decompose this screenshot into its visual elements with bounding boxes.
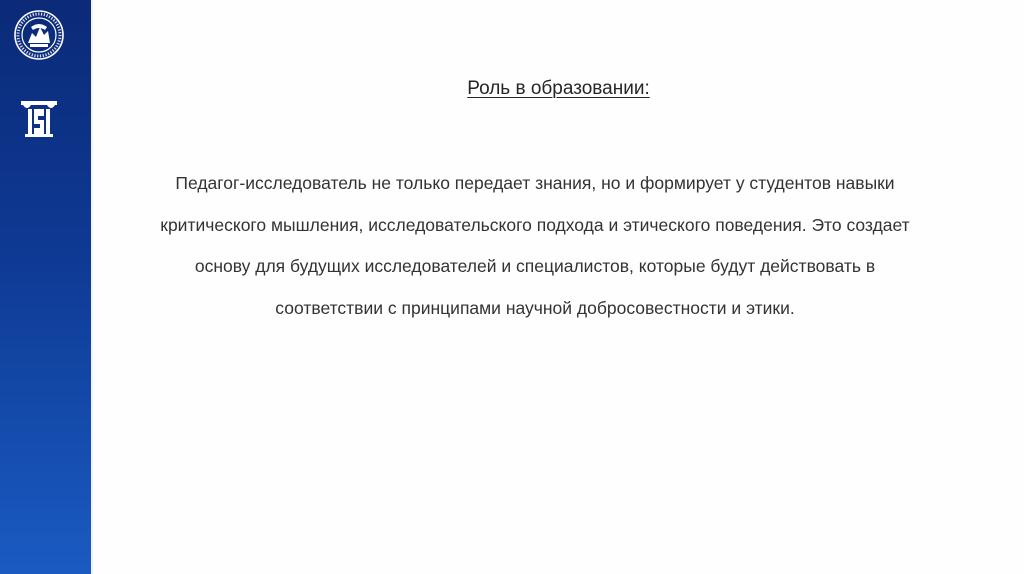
university-seal-logo-icon — [13, 9, 65, 61]
sidebar — [0, 0, 91, 574]
column-logo-icon — [20, 98, 58, 138]
slide-title: Роль в образовании: — [467, 78, 650, 99]
slide-body-text: Педагог-исследователь не только передает знания, но и формирует у студентов навыки критического мышления, исследовательского подхода и этического поведения. Это создает основу для будущих исследователей и специалистов, которые будут действовать в соответствии с принципами научной добросовестности и этики. — [160, 173, 910, 318]
